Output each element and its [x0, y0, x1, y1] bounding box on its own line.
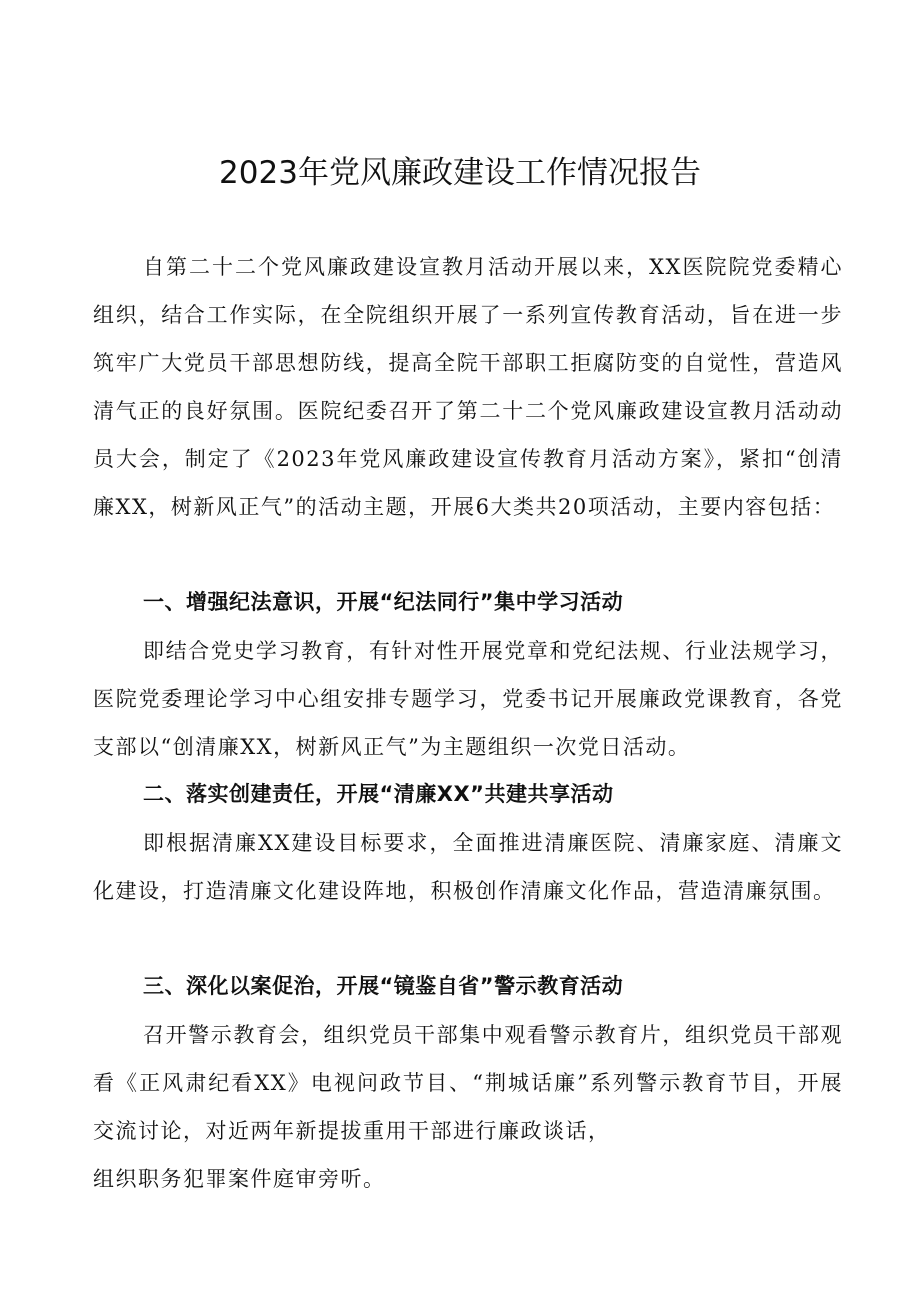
section-3-body: 召开警示教育会，组织党员干部集中观看警示教育片，组织党员干部观看《正风肃纪看XX》电视问政节目、“荆城话廉”系列警示教育节目，开展交流讨论，对近两年新提拔重用干部进行廉政谈话， — [93, 1023, 843, 1143]
section-1-heading: 一、增强纪法意识，开展“纪法同行”集中学习活动 — [143, 590, 624, 614]
section-2-heading: 二、落实创建责任，开展“清廉XX”共建共享活动 — [143, 782, 614, 806]
section-2-body: 即根据清廉XX建设目标要求，全面推进清廉医院、清廉家庭、清廉文化建设，打造清廉文化建设阵地，积极创作清廉文化作品，营造清廉氛围。 — [93, 831, 843, 903]
section-3-tail: 组织职务犯罪案件庭审旁听。 — [93, 1167, 386, 1191]
section-1-body: 即结合党史学习教育，有针对性开展党章和党纪法规、行业法规学习，医院党委理论学习中心组安排专题学习，党委书记开展廉政党课教育，各党支部以“创清廉XX，树新风正气”为主题组织一次党日活动。 — [93, 639, 843, 759]
page-title: 2023年党风廉政建设工作情况报告 — [219, 155, 701, 191]
section-3-heading: 三、深化以案促治，开展“镜鉴自省”警示教育活动 — [143, 974, 624, 998]
intro-paragraph: 自第二十二个党风廉政建设宣教月活动开展以来，XX医院院党委精心组织，结合工作实际，在全院组织开展了一系列宣传教育活动，旨在进一步筑牢广大党员干部思想防线，提高全院干部职工拒腐防变的自觉性，营造风清气正的良好氛围。医院纪委召开了第二十二个党风廉政建设宣教月活动动员大会，制定了《2023年党风廉政建设宣传教育月活动方案》，紧扣“创清廉XX，树新风正气”的活动主题，开展6大类共20项活动，主要内容包括： — [93, 255, 843, 519]
